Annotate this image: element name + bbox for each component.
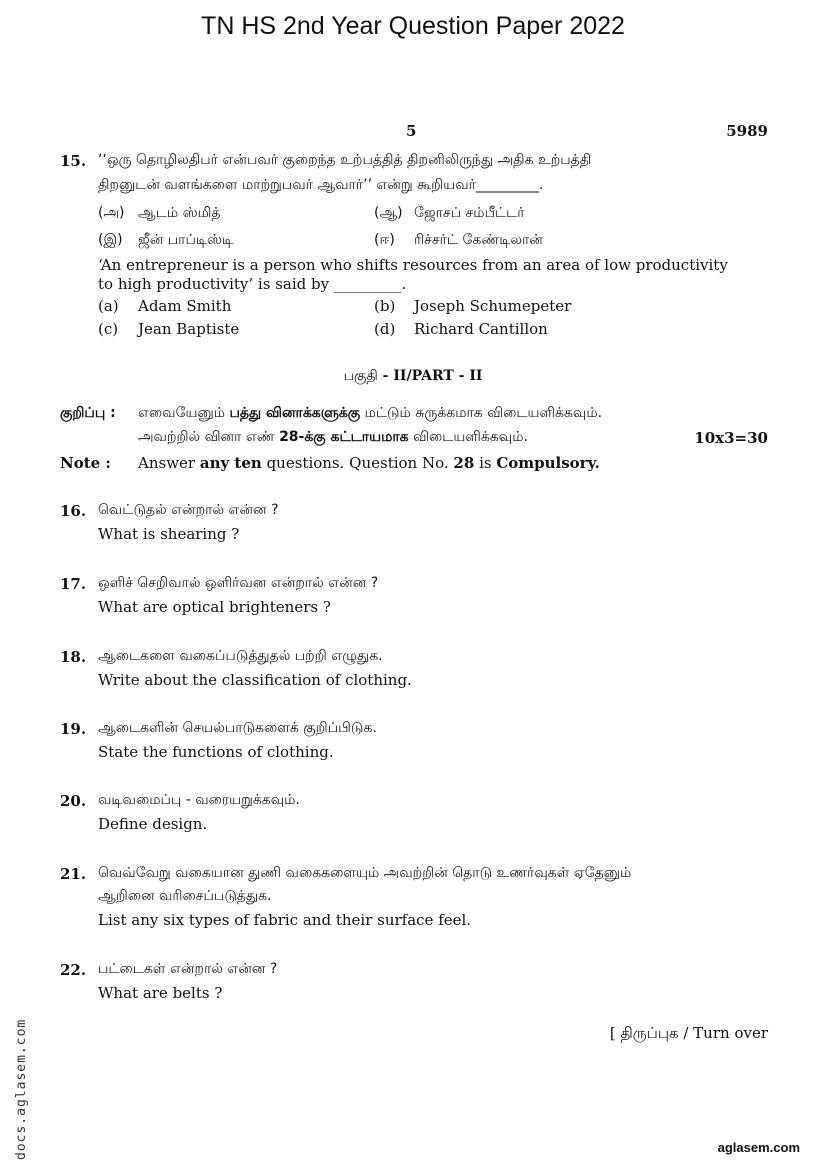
q20-english: Define design. (98, 815, 208, 833)
q15-english-option-b: (b) Joseph Schumepeter (374, 297, 572, 315)
note-tamil-line2: அவற்றில் வினா எண் 28-க்கு கட்டாயமாக விடையளிக்கவும். (138, 429, 528, 445)
footer-site: aglasem.com (717, 1140, 800, 1155)
page-title: TN HS 2nd Year Question Paper 2022 (201, 12, 625, 40)
note-label-english: Note : (60, 454, 111, 472)
q15-english-option-a: (a) Adam Smith (98, 297, 232, 315)
question-number-17: 17. (60, 575, 87, 593)
page-number: 5 (406, 122, 417, 140)
q21-tamil-line2: ஆறினை வரிசைப்படுத்துக. (98, 888, 272, 904)
question-number-18: 18. (60, 648, 87, 666)
q18-tamil: ஆடைகளை வகைப்படுத்துதல் பற்றி எழுதுக. (98, 648, 383, 664)
q15-english-option-c: (c) Jean Baptiste (98, 320, 240, 338)
q15-english-option-d: (d) Richard Cantillon (374, 320, 548, 338)
q15-tamil-option-b: (ஆ) ஜோசப் சம்பீட்டர் (374, 205, 525, 221)
q18-english: Write about the classification of clothing. (98, 671, 412, 689)
q19-english: State the functions of clothing. (98, 743, 334, 761)
q15-tamil-line1: ‘‘ஒரு தொழிலதிபர் என்பவர் குறைந்த உற்பத்தித் திறனிலிருந்து அதிக உற்பத்தி (98, 152, 592, 168)
q17-tamil: ஒளிச் செறிவால் ஒளிர்வன என்றால் என்ன ? (98, 575, 379, 591)
q19-tamil: ஆடைகளின் செயல்பாடுகளைக் குறிப்பிடுக. (98, 720, 377, 736)
q15-tamil-line2: திறனுடன் வளங்களை மாற்றுபவர் ஆவார்’’ என்று கூறியவர்_________. (98, 177, 544, 193)
q22-tamil: பட்டைகள் என்றால் என்ன ? (98, 961, 278, 977)
q15-tamil-option-d: (ஈ) ரிச்சர்ட் கேண்டிலான் (374, 232, 543, 248)
question-number-19: 19. (60, 720, 87, 738)
note-label-tamil: குறிப்பு : (60, 405, 116, 421)
q20-tamil: வடிவமைப்பு - வரையறுக்கவும். (98, 792, 300, 808)
q22-english: What are belts ? (98, 984, 223, 1002)
question-number-15: 15. (60, 152, 87, 170)
question-number-21: 21. (60, 865, 87, 883)
q16-english: What is shearing ? (98, 525, 240, 543)
q21-english: List any six types of fabric and their surface feel. (98, 911, 472, 929)
paper-code: 5989 (726, 122, 768, 140)
question-number-16: 16. (60, 502, 87, 520)
q15-english-line2: to high productivity’ is said by _________. (98, 275, 407, 293)
marks-allocation: 10x3=30 (694, 429, 768, 447)
question-number-20: 20. (60, 792, 87, 810)
q15-english-line1: ‘An entrepreneur is a person who shifts resources from an area of low productivity (98, 256, 728, 274)
part-heading: பகுதி - II/PART - II (343, 368, 483, 384)
note-english-line: Answer any ten questions. Question No. 28 is Compulsory. (138, 454, 600, 472)
q21-tamil-line1: வெவ்வேறு வகையான துணி வகைகளையும் அவற்றின் தொடு உணர்வுகள் ஏதேனும் (98, 865, 632, 881)
q16-tamil: வெட்டுதல் என்றால் என்ன ? (98, 502, 279, 518)
side-watermark: docs.aglasem.com (14, 1018, 29, 1160)
q15-tamil-option-a: (அ) ஆடம் ஸ்மித் (98, 205, 221, 221)
q17-english: What are optical brighteners ? (98, 598, 331, 616)
question-number-22: 22. (60, 961, 87, 979)
q15-tamil-option-c: (இ) ஜீன் பாப்டிஸ்டி (98, 232, 234, 248)
turn-over-note: [ திருப்புக / Turn over (609, 1024, 768, 1042)
note-tamil-line1: எவையேனும் பத்து வினாக்களுக்கு மட்டும் சுருக்கமாக விடையளிக்கவும். (138, 405, 603, 421)
